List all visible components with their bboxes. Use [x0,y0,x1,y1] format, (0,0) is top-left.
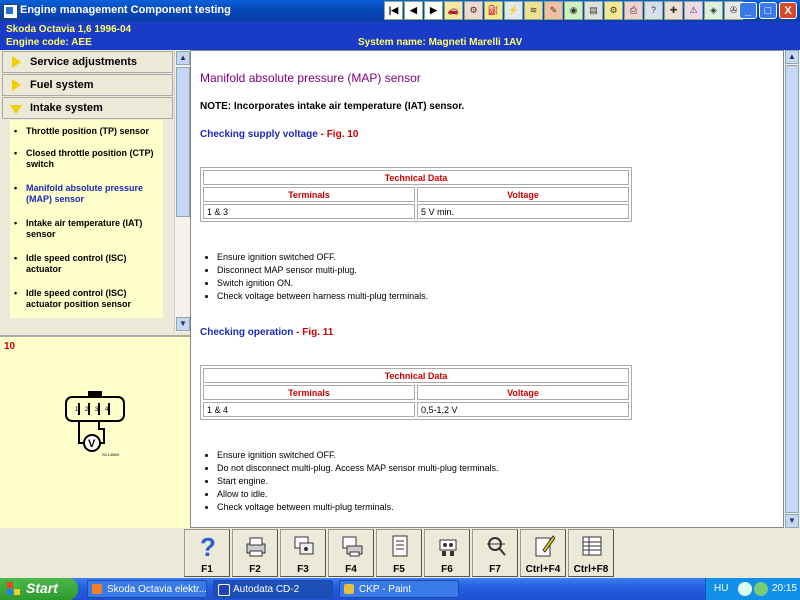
network-icon[interactable] [738,582,752,596]
vehicle-info-bar [0,22,800,50]
window-title: Engine management Component testing [20,4,231,16]
map-sensor-diagram [0,367,190,517]
paint-icon [344,584,354,594]
engine-data-icon[interactable]: ⚙ [464,1,483,20]
list-item: • Disconnect MAP sensor multi-plug. [217,264,428,277]
table-caption: Technical Data [203,368,629,383]
wiring-icon[interactable]: ≋ [524,1,543,20]
svg-text:V: V [88,438,96,450]
left-panel [0,50,190,578]
vehicle-name: Skoda Octavia 1,6 1996-04 [6,24,132,35]
system-name: System name: Magneti Marelli 1AV [358,37,523,48]
column-header: Terminals [203,187,415,202]
svg-text:4: 4 [105,407,109,413]
key-label: Ctrl+F8 [573,564,609,575]
timing-icon[interactable]: ⚙ [604,1,623,20]
list-item: • Ensure ignition switched OFF. [217,449,498,462]
fuel-icon[interactable]: ⛽ [484,1,503,20]
content-scrollbar[interactable] [784,50,800,528]
section-title: Checking operation [200,327,294,338]
f3-button[interactable] [280,529,326,577]
update-icon[interactable] [754,582,768,596]
arrow-right-icon [12,56,21,68]
start-label: Start [26,580,58,596]
key-label: F4 [345,564,357,575]
title-bar [0,0,800,22]
document-icon [389,534,411,558]
list-item: • Start engine. [217,475,498,488]
service-icon[interactable]: ✎ [544,1,563,20]
submenu-label: Closed throttle position (CTP) switch [26,148,154,169]
f7-button[interactable] [472,529,518,577]
figure-caption: SC1406H [102,452,120,457]
toolbar [384,1,743,21]
fault-code-icon[interactable]: ▤ [584,1,603,20]
task-label: Skoda Octavia elektr... [107,584,208,595]
menu-label: Fuel system [30,79,94,91]
close-button[interactable]: X [779,2,797,19]
f6-button[interactable] [424,529,470,577]
table-icon [581,534,603,558]
steps-list [200,449,498,514]
diagnostics-icon[interactable]: ◈ [704,1,723,20]
system-tray [705,578,800,600]
table-row [203,402,629,417]
list-item: • Check voltage between harness multi-plug terminals. [217,290,428,303]
list-item: • Ensure ignition switched OFF. [217,251,428,264]
submenu-item-isc-actuator[interactable]: • Idle speed control (ISC) actuator [13,253,163,275]
vehicle-select-icon[interactable]: 🚗 [444,1,463,20]
table-cell: 5 V min. [417,204,629,219]
submenu-label: Throttle position (TP) sensor [26,126,149,136]
scroll-down-icon[interactable]: ▼ [176,317,190,331]
clock: 20:15 [772,583,798,594]
section-title-supply-voltage [200,129,358,140]
f4-button[interactable] [328,529,374,577]
list-item: • Allow to idle. [217,488,498,501]
list-item: • Check voltage between multi-plug terminals. [217,501,498,514]
task-label: CKP - Paint [359,584,412,595]
submenu-item-map-sensor[interactable]: • Manifold absolute pressure (MAP) sensor [13,183,163,205]
first-page-icon[interactable]: |◀ [384,1,403,20]
submenu-label: Manifold absolute pressure (MAP) sensor [26,183,144,204]
table-caption: Technical Data [203,170,629,185]
note-text: NOTE: Incorporates intake air temperature (IAT) sensor. [200,101,465,112]
f1-button[interactable] [184,529,230,577]
previous-page-icon[interactable]: ◀ [404,1,423,20]
copy-figure-icon [293,534,315,558]
ctrl-f8-button[interactable] [568,529,614,577]
minimize-button[interactable]: _ [739,2,757,19]
svg-text:3: 3 [95,407,99,413]
intake-submenu [10,120,163,318]
key-label: F1 [201,564,213,575]
table-cell: 1 & 4 [203,402,415,417]
steps-list [200,251,428,303]
list-item: • Do not disconnect multi-plug. Access MAP sensor multi-plug terminals. [217,462,498,475]
column-header: Voltage [417,187,629,202]
taskbar [0,578,800,600]
menu-label: Intake system [30,102,103,114]
windows-logo-icon [7,582,21,596]
figure-link[interactable]: Fig. 11 [302,327,334,338]
svg-text:?: ? [200,534,216,558]
section-title: Checking supply voltage [200,129,318,140]
help-icon [197,534,219,558]
table-row [203,204,629,219]
ignition-icon[interactable]: ⚡ [504,1,523,20]
maximize-button[interactable]: □ [759,2,777,19]
section-title-operation [200,327,333,338]
menu-intake-system[interactable] [2,97,173,119]
autodata-icon [218,584,230,596]
table-cell: 1 & 3 [203,204,415,219]
task-firefox[interactable] [87,580,207,598]
key-label: Ctrl+F4 [525,564,561,575]
menu-service-adjustments[interactable] [2,51,173,73]
next-page-icon[interactable]: ▶ [424,1,443,20]
engine-code: Engine code: AEE [6,37,92,48]
key-label: F3 [297,564,309,575]
print-figure-icon [341,534,363,558]
scroll-thumb[interactable] [785,65,799,513]
key-label: F7 [489,564,501,575]
print-icon [245,534,267,558]
list-item: • Switch ignition ON. [217,277,428,290]
figure-number: 10 [4,341,16,352]
function-key-bar [0,528,800,578]
task-autodata[interactable] [213,580,333,598]
section-separator: - [293,327,303,338]
content-pane [190,50,784,528]
technical-data-table [200,167,632,222]
app-icon [3,4,18,19]
notes-icon [533,534,555,558]
component-icon [437,534,459,558]
submenu-label: Idle speed control (ISC) actuator [26,253,127,274]
language-indicator[interactable]: HU [714,583,729,594]
task-paint[interactable] [339,580,459,598]
scroll-up-icon[interactable]: ▲ [176,51,190,65]
submenu-label: Intake air temperature (IAT) sensor [26,218,143,239]
help-icon[interactable]: ? [644,1,663,20]
submenu-item-tp-sensor[interactable]: • Throttle position (TP) sensor [13,126,163,137]
svg-text:1: 1 [75,407,79,413]
submenu-item-iat-sensor[interactable]: • Intake air temperature (IAT) sensor [13,218,163,240]
table-cell: 0,5-1,2 V [417,402,629,417]
window-controls [739,2,797,19]
f5-button[interactable] [376,529,422,577]
submenu-item-isc-position-sensor[interactable]: • Idle speed control (ISC) actuator position sensor [13,288,163,310]
key-label: F6 [441,564,453,575]
technical-data-table [200,365,632,420]
svg-text:2: 2 [85,407,89,413]
left-scrollbar[interactable] [174,50,191,332]
firefox-icon [92,584,102,594]
arrow-down-icon [10,105,22,114]
section-separator: - [317,129,327,140]
print-icon[interactable]: ⎙ [624,1,643,20]
submenu-item-ctp-switch[interactable]: • Closed throttle position (CTP) switch [13,148,163,170]
ctrl-f4-button[interactable] [520,529,566,577]
start-button[interactable] [0,578,78,600]
column-header: Voltage [417,385,629,400]
menu-fuel-system[interactable] [2,74,173,96]
key-label: F2 [249,564,261,575]
arrow-right-icon [12,79,21,91]
f2-button[interactable] [232,529,278,577]
scroll-up-icon[interactable]: ▲ [785,50,799,64]
warning-icon[interactable]: ⚠ [684,1,703,20]
scroll-down-icon[interactable]: ▼ [785,514,799,528]
column-header: Terminals [203,385,415,400]
scroll-thumb[interactable] [176,67,190,217]
menu-label: Service adjustments [30,56,137,68]
measure-icon [485,534,507,558]
task-label: Autodata CD-2 [233,584,300,595]
settings-icon[interactable]: ✚ [664,1,683,20]
submenu-label: Idle speed control (ISC) actuator position sensor [26,288,132,309]
figure-link[interactable]: Fig. 10 [326,129,359,140]
key-label: F5 [393,564,405,575]
component-icon[interactable]: ◉ [564,1,583,20]
tools-icon[interactable]: ✇ [724,1,743,20]
page-title: Manifold absolute pressure (MAP) sensor [200,71,421,85]
